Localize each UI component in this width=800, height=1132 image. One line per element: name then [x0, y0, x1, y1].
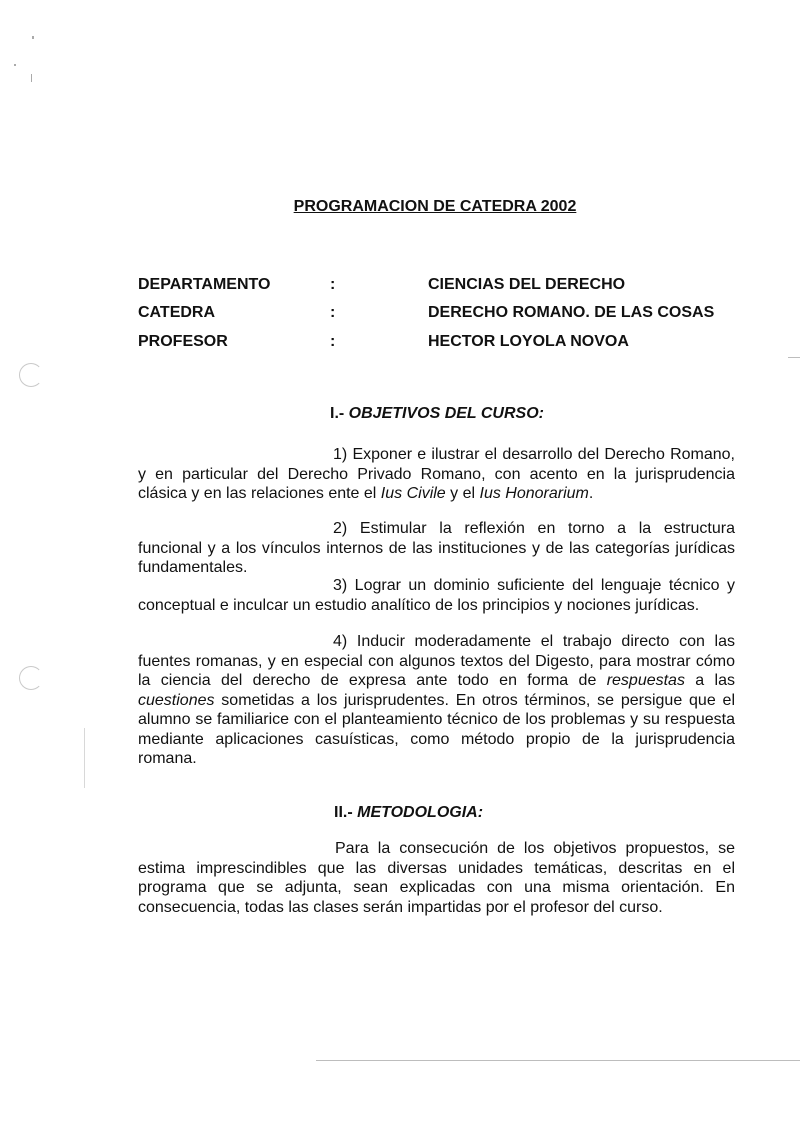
scan-speck — [32, 36, 34, 39]
info-value: CIENCIAS DEL DERECHO — [428, 276, 626, 293]
objective-paragraph-2: 2) Estimular la reflexión en torno a la estructura funcional y a los vínculos internos de las instituciones y de las categorías jurídicas fundamentales. — [138, 520, 735, 576]
info-value: HECTOR LOYOLA NOVOA — [428, 333, 629, 350]
section-title: OBJETIVOS DEL CURSO: — [348, 405, 544, 422]
methodology-paragraph: Para la consecución de los objetivos propuestos, se estima imprescindibles que las diversas unidades temáticas, descritas en el programa que se adjunta, sean explicadas con una misma orientación. En consecuencia, todas las clases serán impartidas por el profesor del curso. — [138, 840, 735, 916]
scan-line — [788, 357, 800, 358]
info-label: PROFESOR — [138, 333, 228, 350]
info-separator: : — [330, 276, 336, 293]
objective-paragraph-1: 1) Exponer e ilustrar el desarrollo del Derecho Romano, y en particular del Derecho Privado Romano, con acento en la jurisprudencia clásica y en las relaciones ente el Ius Civile y el Ius Honorarium. — [138, 446, 735, 502]
scan-speck — [31, 74, 32, 82]
info-separator: : — [330, 333, 336, 350]
info-label: CATEDRA — [138, 304, 216, 321]
section-heading-objetivos — [330, 405, 544, 423]
objective-paragraph-3: 3) Lograr un dominio suficiente del lenguaje técnico y conceptual e inculcar un estudio analítico de los principios y nociones jurídicas. — [138, 577, 735, 614]
section-number: II.- — [334, 804, 353, 821]
binder-hole-mark — [19, 666, 43, 690]
document-title: PROGRAMACION DE CATEDRA 2002 — [293, 198, 577, 215]
objective-paragraph-4: 4) Inducir moderadamente el trabajo directo con las fuentes romanas, y en especial con algunos textos del Digesto, para mostrar cómo la ciencia del derecho de expresa ante todo en forma de respuestas a las cuestiones sometidas a los jurisprudentes. En otros términos, se persigue que el alumno se familiarice con el planteamiento técnico de los problemas y su respuesta mediante aplicaciones casuísticas, como método propio de la jurisprudencia romana. — [138, 633, 735, 767]
info-label: DEPARTAMENTO — [138, 276, 271, 293]
scan-line — [316, 1060, 800, 1061]
section-number: I.- — [330, 405, 345, 422]
scan-line — [84, 728, 85, 788]
binder-hole-mark — [19, 363, 43, 387]
section-title: METODOLOGIA: — [357, 804, 484, 821]
scan-speck — [14, 64, 16, 66]
info-separator: : — [330, 304, 336, 321]
section-heading-metodologia — [334, 804, 483, 822]
info-value: DERECHO ROMANO. DE LAS COSAS — [428, 304, 715, 321]
